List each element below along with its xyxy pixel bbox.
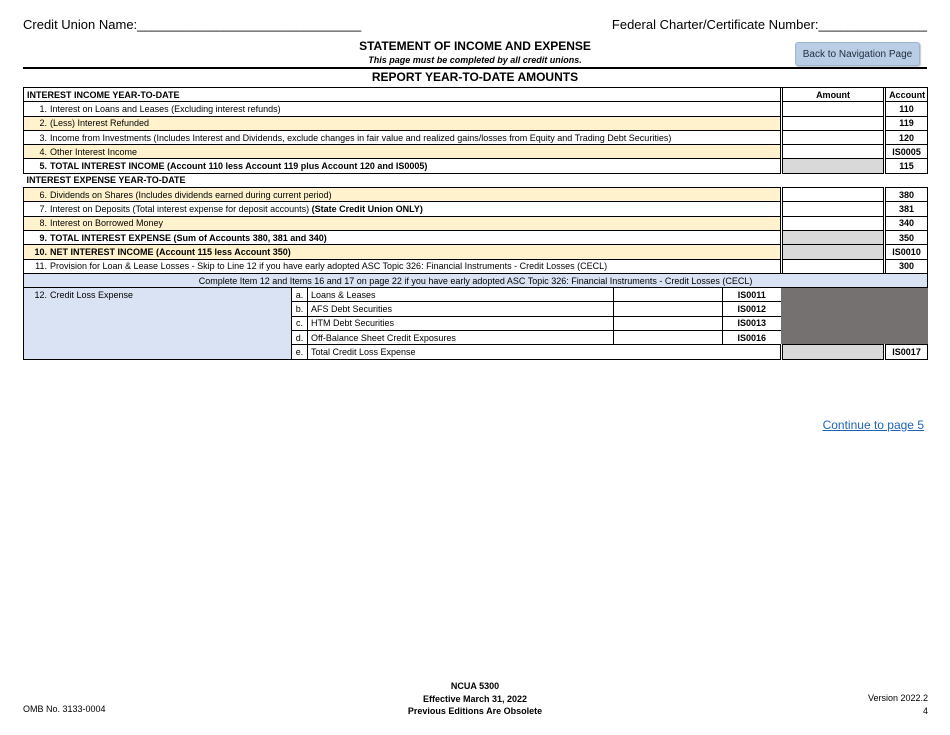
charter-number-label: Federal Charter/Certificate Number: (611, 17, 819, 32)
item-description: AFS Debt Securities (308, 302, 614, 316)
item-code: IS0011 (723, 288, 781, 302)
blocked-area (781, 288, 928, 345)
row-description: 9. TOTAL INTEREST EXPENSE (Sum of Accounts 380, 381 and 340) (24, 230, 781, 244)
account-code: 340 (886, 216, 928, 230)
row-description: 5. TOTAL INTEREST INCOME (Account 110 less Account 119 plus Account 120 and IS0005) (24, 159, 781, 173)
table-row (24, 202, 928, 216)
item-description: HTM Debt Securities (308, 316, 614, 330)
charter-number-blank: _______________ (818, 17, 927, 32)
row-description: 2. (Less) Interest Refunded (24, 116, 781, 130)
item-code: IS0012 (723, 302, 781, 316)
obsolete-notice: Previous Editions Are Obsolete (407, 706, 543, 716)
income-expense-table (23, 87, 928, 360)
account-code: 110 (886, 102, 928, 116)
item-description: Off-Balance Sheet Credit Exposures (308, 331, 614, 345)
item-code: IS0016 (723, 331, 781, 345)
account-code: 115 (886, 159, 928, 173)
page-title: STATEMENT OF INCOME AND EXPENSE (359, 39, 591, 53)
sub-amount-input[interactable] (614, 316, 723, 330)
account-code: 350 (886, 230, 928, 244)
form-number: NCUA 5300 (450, 681, 500, 691)
section-header-interest-income (24, 88, 928, 102)
sub-amount-input[interactable] (614, 331, 723, 345)
table-row (24, 188, 928, 202)
row-description: 11. Provision for Loan & Lease Losses - Skip to Line 12 if you have early adopted ASC Topic 326: Financial Instruments - Credit Losses (CECL) (24, 259, 781, 273)
sub-amount-input[interactable] (614, 288, 723, 302)
amount-input[interactable] (783, 116, 884, 130)
row-description: 6. Dividends on Shares (Includes dividends earned during current period) (24, 188, 781, 202)
page-subtitle: This page must be completed by all credit unions. (368, 55, 582, 65)
amount-computed (783, 245, 884, 259)
item-code: IS0013 (723, 316, 781, 330)
version: Version 2022.2 (867, 693, 928, 703)
omb-number: OMB No. 3133-0004 (23, 704, 106, 714)
credit-union-name-blank: _______________________________ (137, 17, 362, 32)
item-description: Loans & Leases (308, 288, 614, 302)
credit-loss-expense-label: 12. Credit Loss Expense (24, 288, 292, 359)
row-description: 4. Other Interest Income (24, 145, 781, 159)
item-letter: e. (292, 345, 308, 359)
charter-number-field[interactable] (612, 17, 927, 32)
table-row-total (24, 245, 928, 259)
account-code: IS0010 (886, 245, 928, 259)
amount-input[interactable] (783, 130, 884, 144)
section-title: INTEREST INCOME YEAR-TO-DATE (24, 88, 781, 102)
table-row (24, 259, 928, 273)
row-description: 3. Income from Investments (Includes Interest and Dividends, exclude changes in fair value and realized gains/losses from Equity and Trading Debt Securities) (24, 130, 781, 144)
account-code: 380 (886, 188, 928, 202)
row-description: 10. NET INTEREST INCOME (Account 115 less Account 350) (24, 245, 781, 259)
amount-input[interactable] (783, 188, 884, 202)
credit-union-name-label: Credit Union Name: (23, 17, 138, 32)
account-code: 300 (886, 259, 928, 273)
form-footer (375, 680, 575, 718)
amount-input[interactable] (783, 259, 884, 273)
row-description: 7. Interest on Deposits (Total interest expense for deposit accounts) (State Credit Union ONLY) (24, 202, 781, 216)
table-row-total (24, 230, 928, 244)
section-title: INTEREST EXPENSE YEAR-TO-DATE (26, 175, 186, 186)
amount-input[interactable] (783, 102, 884, 116)
account-code: 381 (886, 202, 928, 216)
cecl-note: Complete Item 12 and Items 16 and 17 on page 22 if you have early adopted ASC Topic 326: Financial Instruments - Credit Losses (CECL) (24, 273, 928, 287)
amount-column-header: Amount (783, 88, 884, 102)
version-info (868, 692, 928, 717)
item-letter: b. (292, 302, 308, 316)
table-row (24, 145, 928, 159)
credit-union-name-field[interactable] (23, 17, 361, 32)
amount-input[interactable] (783, 202, 884, 216)
cecl-note-row (24, 273, 928, 287)
credit-loss-row-a (24, 288, 928, 302)
account-code: IS0017 (886, 345, 928, 359)
page-number: 4 (922, 705, 928, 716)
back-to-navigation-button[interactable]: Back to Navigation Page (795, 42, 920, 66)
continue-to-page-5-link[interactable]: Continue to page 5 (822, 418, 924, 432)
row-description: 8. Interest on Borrowed Money (24, 216, 781, 230)
row-description: 1. Interest on Loans and Leases (Excluding interest refunds) (24, 102, 781, 116)
account-column-header: Account (886, 88, 928, 102)
section-header-interest-expense (24, 173, 928, 187)
account-code: 119 (886, 116, 928, 130)
item-letter: c. (292, 316, 308, 330)
item-letter: a. (292, 288, 308, 302)
effective-date: Effective March 31, 2022 (422, 693, 528, 704)
account-code: IS0005 (886, 145, 928, 159)
table-row (24, 116, 928, 130)
amount-computed (783, 230, 884, 244)
table-row-total (24, 159, 928, 173)
amount-input[interactable] (783, 216, 884, 230)
table-row (24, 130, 928, 144)
item-description: Total Credit Loss Expense (308, 345, 781, 359)
sub-amount-input[interactable] (614, 302, 723, 316)
amount-input[interactable] (783, 145, 884, 159)
amount-computed (783, 159, 884, 173)
header-divider (23, 67, 927, 69)
amount-computed (783, 345, 884, 359)
report-title: REPORT YEAR-TO-DATE AMOUNTS (371, 70, 579, 84)
account-code: 120 (886, 130, 928, 144)
table-row (24, 216, 928, 230)
item-letter: d. (292, 331, 308, 345)
table-row (24, 102, 928, 116)
